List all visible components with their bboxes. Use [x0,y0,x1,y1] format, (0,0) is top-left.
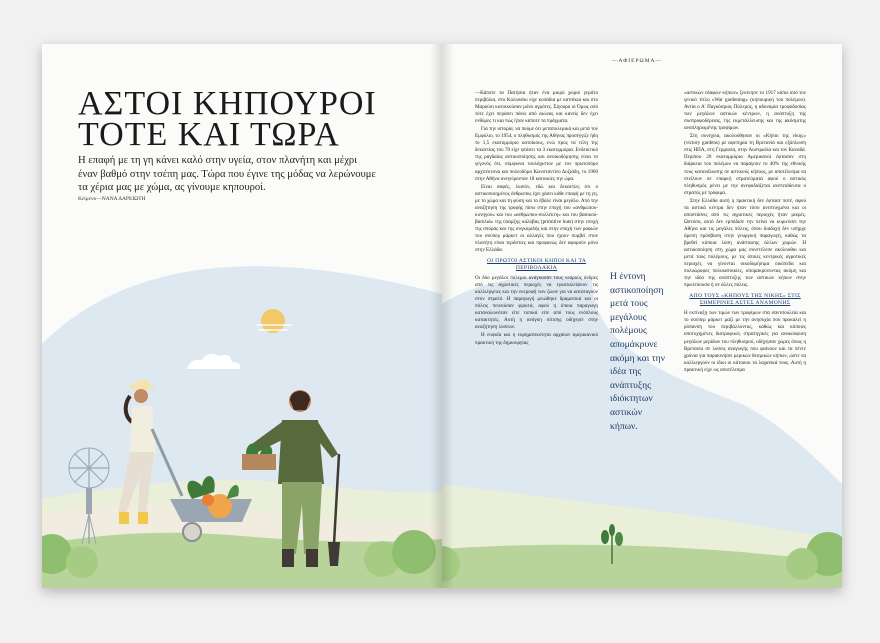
text-column-2 [684,90,806,375]
paragraph: Για την ιστορία, να πούμε ότι μεταπολεμικά και μετά τον Εμφύλιο, το 1954, ο πληθυσμός της Αθήνας προσέγγιζε ήδη το 1,5 εκατομμύριο κατοίκους, ενώ προς τα τέλη της δεκαετίας του 70 είχε φτάσει τα 3 εκατομμύρια. Ενδεικτικό της ραγδαίας αστικοποίησης και ανοικοδόμησης είναι το γεγονός ότι, σύμφωνα τουλάχιστον με τον πρωτοπόρο αρχιτέκτονα και πολεοδόμο Κωνσταντίνο Δοξιάδη, το 1960 στην Αθήνα ανεγείρονταν 18 κατοικίες την ώρα. [475,126,598,182]
paragraph: Στη συνέχεια, ακολούθησαν οι «Κήποι της νίκης» (victory gardens) με αφετηρία τη Βρετανία και εξάπλωση στις ΗΠΑ, στη Γερμανία, στην Αυστραλία και τον Καναδά. Περίπου 20 εκατομμύρια Αμερικανοί έφτασαν στη διάρκεια του πολέμου να παράγουν το 40% της εθνικής τους κατανάλωσης σε αστικούς κήπους, με αποτέλεσμα να στείλουν σε επαρκή στρατεύματα αφού ο αστικός πληθυσμός μένει με την ανεφοδιάζεται ανεπιτάδευτα ο στρατός με τρόφιμα. [684,133,806,196]
text-column-1 [475,90,598,348]
left-page [42,44,442,588]
paragraph: Στην Ελλάδα αυτή η πρακτική δεν έφτασε ποτέ, αφού τα αστικά κέντρα δεν ήταν τόσο ανεπτυγμένα και οι αποστάσεις από τις αγροτικές περιοχές ήταν μικρές. Ωστόσο, αυτό δεν εμπόδισε την πείνα να κυριεύσει την Αθήνα και τις μεγάλες πόλεις, όπου διαδοχή δεν υπήρχε άμεση πρόσβαση στην γεωργική παραγωγή, καθώς τα βρεθεί κάποια λύση ανάστασης άλλων χωρών. Η αστικοποίηση στη χώρα μας συνετέλεσε ακόλουθοι και μετά τους πολέμους, με τις όποιες κεντρικές αγροτικές περιοχές να γίνονται οικοδομήσιμα οικόπεδα και πολυώροφες πολυκατοικίες, απομακρύνοντας ακόμη και την ιδέα της ανάπτυξης των αστικών κήπων στην πρωτεύουσα ή σε άλλες πόλεις. [684,197,806,289]
paragraph: Είναι σαφές, λοιπόν, εδώ και δεκαετίες ότι ο αστικοποιημένος άνθρωπος έχει χάσει κάθε επαφή με τη γη, με το χώμα και τη φύση και το έβαλε είναι μεγάλο. Από την αναζήτηση της τροφής πίσω στην εποχή του «ανθρώπου-κυνηγού» και του «ανθρώπου-συλλέκτη» και του βασικού-βασιλιά» της ύπαρξης καλύβας (primitive huts) στην εποχή της σποράς και της συγκομιδής και στην εποχή των ραφιών του σούπερ μάρκετ οι αλλαγές που έχουν συμβεί στον πλανήτη είναι τεράστιες και προφανώς δεν αφορούν μόνο στην Ελλάδα. [475,183,598,254]
headline-line-2: ΤΟΤΕ ΚΑΙ ΤΩΡΑ [78,116,340,153]
magazine-spread [42,44,842,588]
paragraph: Η εκτίναξη των τιμών των τροφίμων στα σαντσουλεία και το σούπερ μάρκετ μαζί με την ανησυχία που προκαλεί η ρύπανση του περιβάλλοντος, καθώς και κάποιες αποτυχημένες διατροφικές στρατηγικές για ανακούφιση μεγάλων μερίδων του πληθυσμού, οδήγησαν χώρες όπως η Βρετανία σε λύσεις αναγωγής που φαίνουν και τα πέντε χρόνια για παρακινήσει μερικών θεσμικών κήπων, ώστε να καλλιεργούν οι ίδιοι οι κάτοικοι τα λαχανικά τους. Αυτή η πρακτική είχε ως αποτέλεσμα [684,310,806,373]
paragraph: —Κάποτε τα Πατήσια ήταν ένα μικρό χωριό γεμάτο περιβόλια, στο Κολωνάκι είχε κοπάδια με κατσίκια και στο Μαρούσι κατοικούσαν μόνο αγρότες. Σίγουρα οι Όμως από τότε έχει περάσει πάνω από αιώνας και κανείς δεν έχει ενθύμες τι και πώς ήταν κάποτε τα πράγματα. [475,90,598,125]
paragraph: Οι δύο μεγάλοι πόλεμοι ανάγκασαν τους νεαρούς άνδρες από τις αγροτικές περιοχές να εγκαταλείψουν τις καλλιέργειες και την εκτροφή των ζώων για να καταταγούν στον στρατό. Η παραγωγή μειώθηκε δραματικά και οι πόλεις πεινούσαν φρικτά, αφού η όποια παραγωγή καταναλωνόταν είτε τοπικά είτε από τους ενόπλους κατακτητές. Αυτή η ανάγκη σίτισης οδήγησε στην αναζήτηση λύσεων. [475,275,598,331]
article-lede: Η επαφή με τη γη κάνει καλό στην υγεία, στον πλανήτη και μέχρι έναν βαθμό στην τσέπη μας. Τώρα που έγινε της μόδας να λερώνουμε τα χέρια μας με χώμα, ας γίνουμε κηπουροί. [78,155,376,193]
pull-quote: Η έντονη αστικοποίηση μετά τους μεγάλους πολέμους απομάκρυνε ακόμη και την ιδέα της ανάπτυξης ιδιόκτητων αστικών κήπων. [610,271,665,432]
subheading: ΟΙ ΠΡΩΤΟΙ ΑΣΤΙΚΟΙ ΚΗΠΟΙ ΚΑΙ ΤΑ ΠΕΡΙΒΟΛΑΚΙΑ [486,258,587,272]
headline-line-1: ΑΣΤΟΙ ΚΗΠΟΥΡΟΙ [78,85,377,122]
subheading: ΑΠΟ ΤΟΥΣ «ΚΗΠΟΥΣ ΤΗΣ ΝΙΚΗΣ» ΣΤΙΣ ΣΗΜΕΡΙΝΕΣ ΑΣΤΕΣ ΑΝΑΜΟΝΗΣ [689,293,801,307]
paragraph: Η ευφυΐα και η ευρηματικότητα αρχαίων αμερικανικό πρακτική της δημιουργίας [475,332,598,346]
article-headline [78,85,398,153]
article-byline: Κείμενο—ΝΑΝΑ ΔΑΡΕΙΩΤΗ [78,196,146,202]
paragraph: «αστικών εδαφών κήπων» ξεκίνησε το 1917 κάπω από τον γενικό τίτλο «War gardening» (κηπουρική του πολέμου). Αντία ο Α' Παγκόσμιος Πόλεμος, η αδυναμία τροφοδοσίας των μεγάλων αστικών κέντρων, η ανάπτυξη της συστροφοδέρειας, της εκμετάλλευσης και της ακόσμιτης αναπληρωμένης τροφίμων. [684,90,806,132]
section-tag: —ΑΦΙΕΡΩΜΑ— [612,58,662,64]
